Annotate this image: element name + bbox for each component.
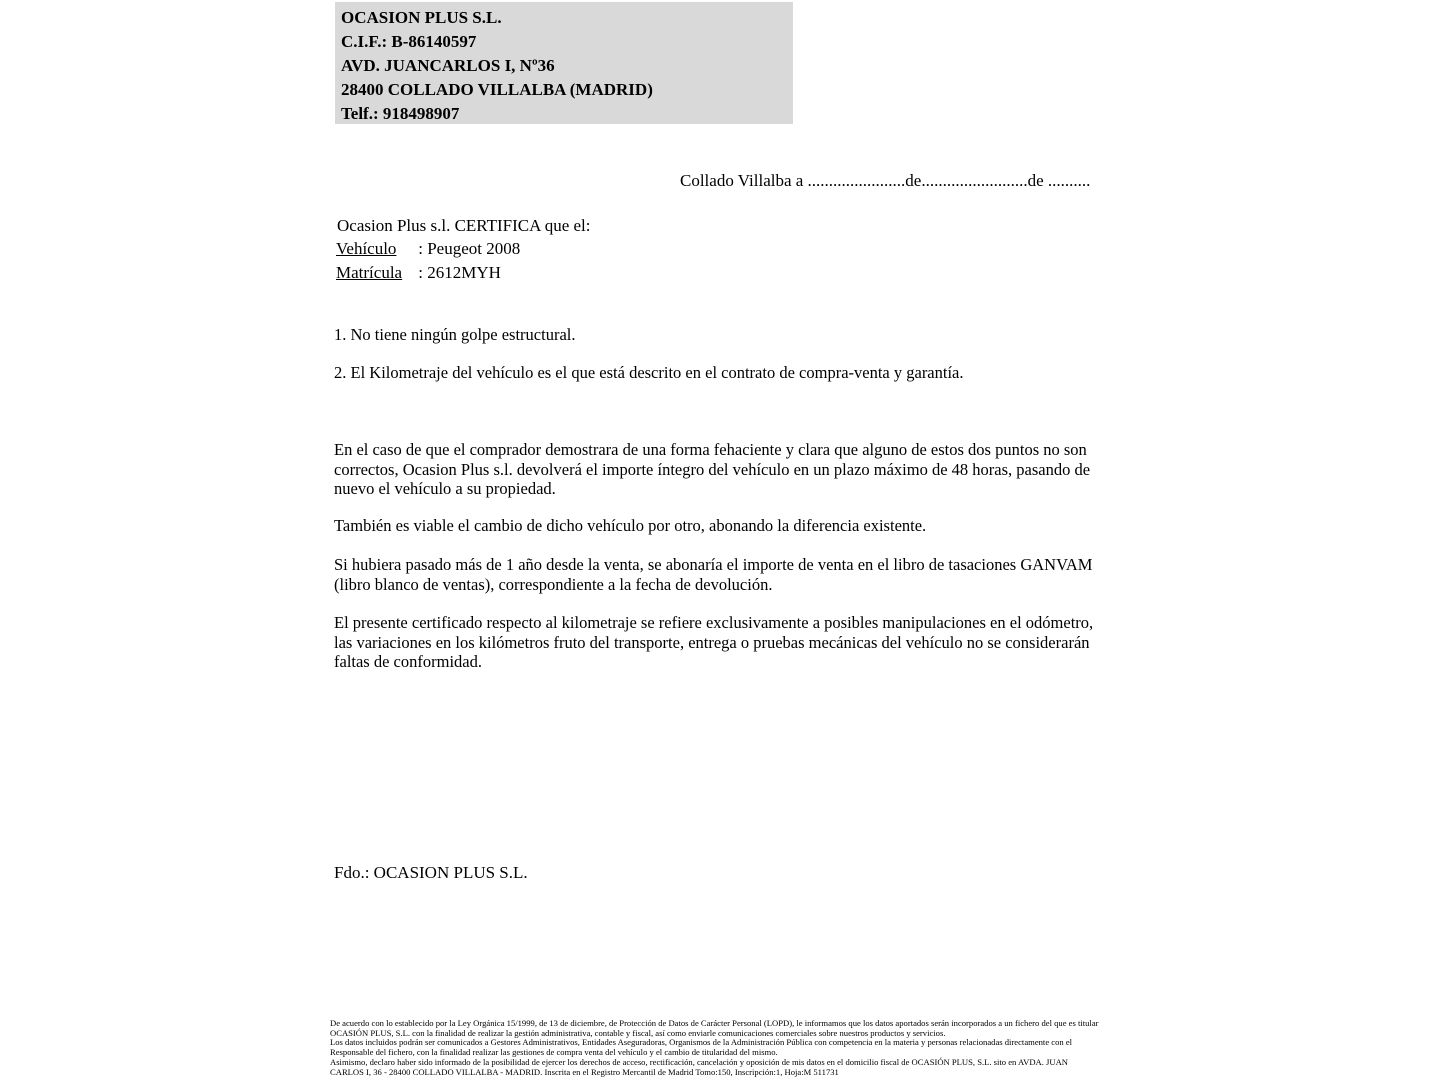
exchange-clause-paragraph: También es viable el cambio de dicho vehículo por otro, abonando la diferencia existente. xyxy=(334,516,927,535)
vehicle-row xyxy=(336,239,520,259)
certified-point-1: 1. No tiene ningún golpe estructural. xyxy=(334,325,576,344)
certification-intro: Ocasion Plus s.l. CERTIFICA que el: xyxy=(337,216,591,235)
plate-value: : 2612MYH xyxy=(418,263,501,282)
company-letterhead xyxy=(335,2,793,124)
legal-footer xyxy=(330,1019,1108,1077)
signature-line: Fdo.: OCASION PLUS S.L. xyxy=(334,863,528,882)
legal-footer-line: Responsable del fichero, con la finalidad realizar las gestiones de compra venta del vehículo y el cambio de titularidad del mismo. xyxy=(330,1047,778,1058)
legal-footer-line: OCASIÓN PLUS, S.L. con la finalidad de realizar la gestión administrativa, contable y fiscal, así como enviarle comunicaciones comerciales sobre nuestros productos y servicios. xyxy=(330,1027,946,1038)
vehicle-value: : Peugeot 2008 xyxy=(418,239,521,258)
vehicle-label: Vehículo xyxy=(336,239,397,258)
ganvam-clause-paragraph: Si hubiera pasado más de 1 año desde la venta, se abonaría el importe de venta en el libro de tasaciones GANVAM (libro blanco de ventas), correspondiente a la fecha de devolución. xyxy=(334,555,1093,594)
company-name: OCASION PLUS S.L. xyxy=(341,8,502,27)
legal-footer-line: Asimismo, declaro haber sido informado de la posibilidad de ejercer los derechos de acceso, rectificación, cancelación y oposición de mis datos en el domicilio fiscal de OCASIÓN PLUS, S.L. sito en AVDA. JUAN xyxy=(330,1056,1069,1067)
plate-row xyxy=(336,263,501,283)
date-fill-in-line: Collado Villalba a .......................de.........................de .......... xyxy=(680,171,1091,190)
legal-footer-line: Los datos incluidos podrán ser comunicados a Gestores Administrativos, Entidades Aseguradoras, Organismos de la Administración Pública con competencia en la materia y personas relacionadas directamente con el xyxy=(330,1037,1073,1048)
company-address: AVD. JUANCARLOS I, Nº36 xyxy=(341,56,555,75)
company-cif: C.I.F.: B-86140597 xyxy=(341,32,477,51)
company-city: 28400 COLLADO VILLALBA (MADRID) xyxy=(341,80,653,99)
company-phone: Telf.: 918498907 xyxy=(341,104,460,123)
plate-label: Matrícula xyxy=(336,263,403,282)
legal-footer-line: CARLOS I, 36 - 28400 COLLADO VILLALBA - MADRID. Inscrita en el Registro Mercantil de Madrid Tomo:150, Inscripción:1, Hoja:M 511731 xyxy=(330,1066,839,1077)
refund-clause-paragraph: En el caso de que el comprador demostrara de una forma fehaciente y clara que alguno de estos dos puntos no son correctos, Ocasion Plus s.l. devolverá el importe íntegro del vehículo en un plazo máximo de 48 horas, pasando de nuevo el vehículo a su propiedad. xyxy=(334,440,1091,498)
legal-footer-line: De acuerdo con lo establecido por la Ley Orgánica 15/1999, de 13 de diciembre, de Protección de Datos de Carácter Personal (LOPD), le informamos que los datos aportados serán incorporados a un fichero del que es titular xyxy=(330,1018,1099,1028)
certified-point-2: 2. El Kilometraje del vehículo es el que está descrito en el contrato de compra-venta y garantía. xyxy=(334,363,964,382)
odometer-clause-paragraph: El presente certificado respecto al kilometraje se refiere exclusivamente a posibles manipulaciones en el odómetro, las variaciones en los kilómetros fruto del transporte, entrega o pruebas mecánicas del vehículo no se considerarán faltas de conformidad. xyxy=(334,613,1094,671)
